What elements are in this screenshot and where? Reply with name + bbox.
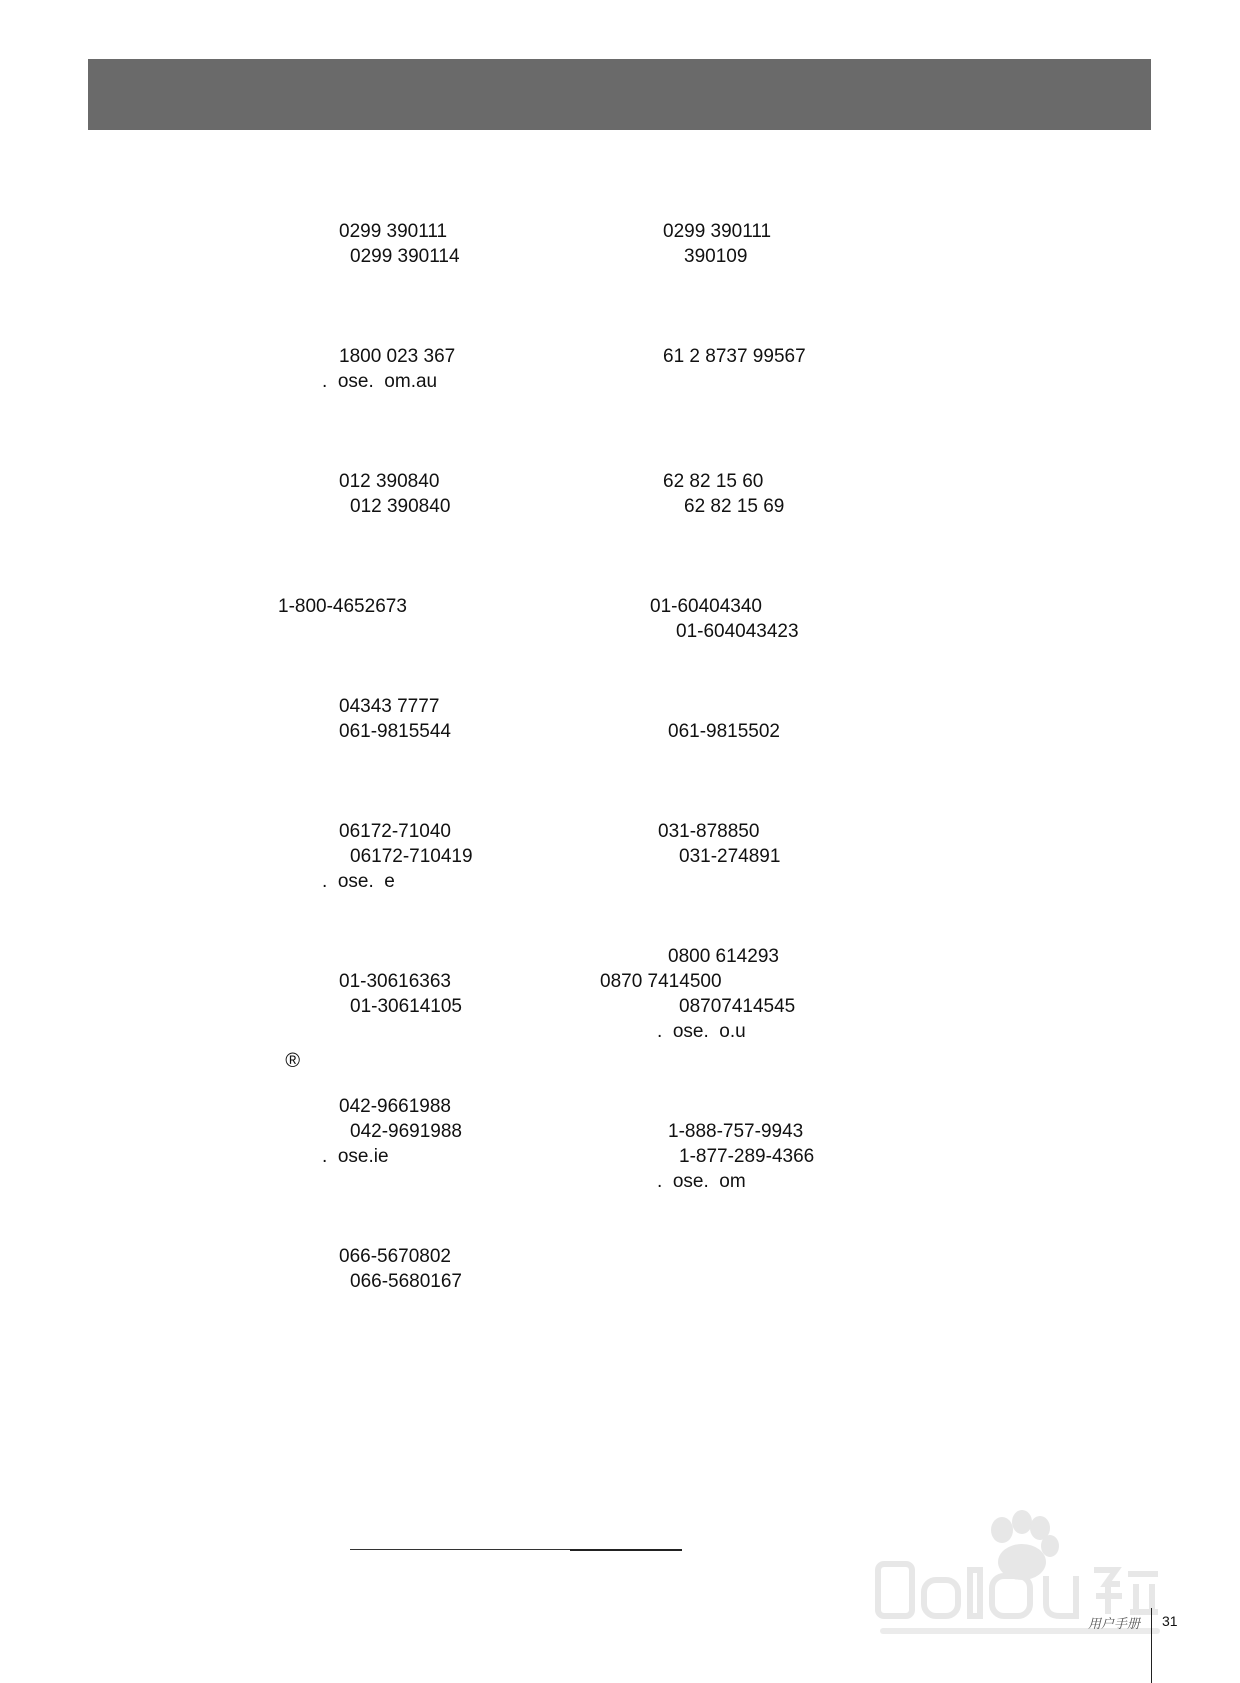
text-line: 62 82 15 69 — [684, 496, 785, 517]
text-line: 01-30614105 — [350, 996, 462, 1017]
text-line: 08707414545 — [679, 996, 796, 1017]
text-line: . ose. om.au — [322, 371, 438, 392]
text-line: 031-274891 — [679, 846, 781, 867]
text-line: 0800 614293 — [668, 946, 779, 967]
text-line: 066-5670802 — [339, 1246, 451, 1267]
text-line: 04343 7777 — [339, 696, 440, 717]
footer-manual-label: 用户手册 — [1088, 1617, 1141, 1632]
text-line: 1-877-289-4366 — [679, 1146, 815, 1167]
signature-rule-accent — [570, 1549, 682, 1551]
text-line: 1-888-757-9943 — [668, 1121, 804, 1142]
text-line: 0299 390114 — [350, 246, 460, 267]
text-line: 61 2 8737 99567 — [663, 346, 806, 367]
text-line: 012 390840 — [350, 496, 451, 517]
text-line: 01-604043423 — [676, 621, 799, 642]
signature-rule — [350, 1549, 570, 1550]
registered-mark: ® — [285, 1050, 300, 1072]
footer-divider — [1151, 1608, 1152, 1683]
text-line: 031-878850 — [658, 821, 760, 842]
text-line: 012 390840 — [339, 471, 440, 492]
text-line: 066-5680167 — [350, 1271, 462, 1292]
text-line: 0299 390111 — [663, 221, 772, 242]
text-line: 62 82 15 60 — [663, 471, 764, 492]
text-line: 061-9815544 — [339, 721, 451, 742]
text-line: 01-60404340 — [650, 596, 762, 617]
text-line: 042-9661988 — [339, 1096, 451, 1117]
text-line: 06172-710419 — [350, 846, 473, 867]
text-line: 0299 390111 — [339, 221, 448, 242]
text-line: 390109 — [684, 246, 748, 267]
header-bar — [88, 59, 1151, 130]
text-line: . ose. e — [322, 871, 395, 892]
text-line: . ose. o.u — [657, 1021, 746, 1042]
text-line: 1-800-4652673 — [278, 596, 407, 617]
page-number: 31 — [1162, 1613, 1178, 1629]
text-line: . ose.ie — [322, 1146, 389, 1167]
text-line: 1800 023 367 — [339, 346, 456, 367]
text-line: . ose. om — [657, 1171, 746, 1192]
text-line: 0870 7414500 — [600, 971, 722, 992]
text-line: 042-9691988 — [350, 1121, 462, 1142]
text-line: 061-9815502 — [668, 721, 780, 742]
text-line: 06172-71040 — [339, 821, 451, 842]
text-line: 01-30616363 — [339, 971, 451, 992]
